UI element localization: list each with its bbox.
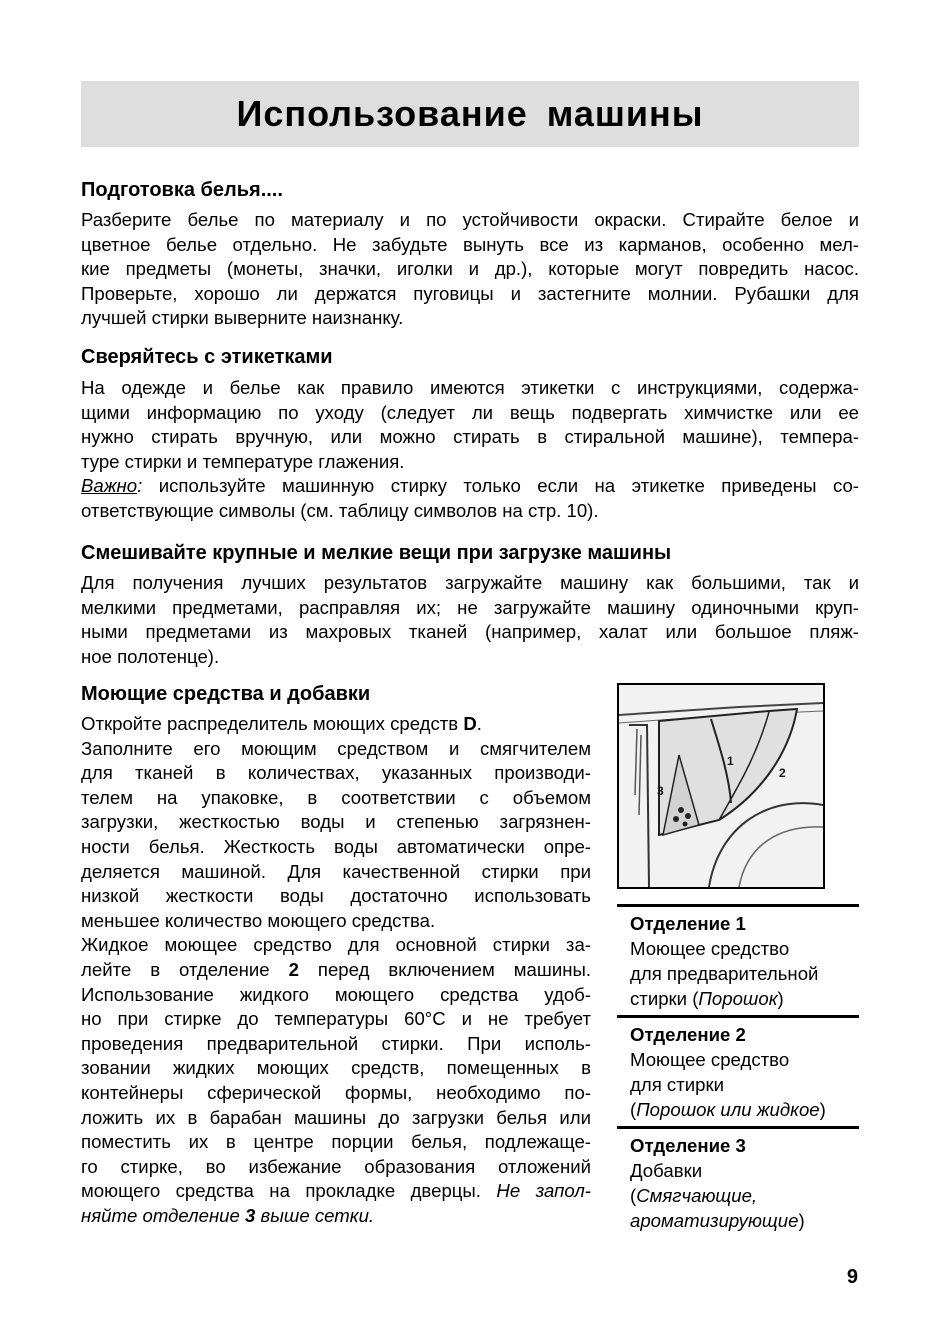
title-banner — [81, 81, 859, 147]
text-line: лучшей стирки выверните наизнанку. — [81, 307, 404, 329]
section-text-preparation — [81, 208, 859, 331]
compartment-number: 2 — [288, 958, 299, 980]
text-line — [81, 1179, 591, 1204]
text-line: поместить их в центре порции белья, подлежаще- — [81, 1131, 591, 1153]
text-line: контейнеры сферической формы, необходимо по- — [81, 1081, 591, 1103]
important-text: используйте машинную стирку только если на этикетке приведены со- — [142, 475, 859, 497]
compartment-label-1: 1 — [727, 754, 734, 768]
legend-item-compartment-2 — [617, 1015, 859, 1126]
text-line — [81, 712, 591, 737]
text-part: Откройте распределитель моющих средств — [81, 713, 464, 734]
legend-line — [630, 1183, 859, 1208]
text-line: телем на упаковке, в соответствии с объемом — [81, 786, 591, 808]
section-text-mixing — [81, 571, 859, 669]
text-line: мелкими предметами, расправляя их; не загружайте машину одиночными круп- — [81, 596, 859, 618]
legend-line: для стирки — [630, 1074, 724, 1095]
dispenser-drawing — [619, 685, 823, 887]
compartment-label-2: 2 — [779, 766, 786, 780]
text-line: Использование жидкого моющего средства удоб- — [81, 983, 591, 1005]
legend-item-compartment-1 — [617, 904, 859, 1015]
legend-line — [630, 986, 859, 1011]
legend-line — [630, 1097, 859, 1122]
text-line: нужно стирать вручную, или можно стирать в стиральной машине), темпера- — [81, 426, 859, 448]
text-part: . — [476, 713, 482, 734]
legend-line: Моющее средство — [630, 938, 790, 959]
text-line: загрузки, жесткостью воды и степенью загрязнен- — [81, 811, 591, 833]
text-line: го стирке, во избежание образования отложений — [81, 1155, 591, 1177]
important-colon: : — [137, 475, 143, 497]
compartment-legend — [617, 904, 859, 1237]
section-heading-preparation: Подготовка белья.... — [81, 179, 283, 201]
compartment-label-3: 3 — [657, 784, 664, 798]
section-heading-labels: Сверяйтесь с этикетками — [81, 346, 333, 368]
text-line: низкой жесткости воды достаточно использовать — [81, 885, 591, 907]
text-line: Проверьте, хорошо ли держатся пуговицы и застегните молнии. Рубашки для — [81, 282, 859, 304]
legend-line — [630, 1208, 859, 1233]
section-heading-mixing: Смешивайте крупные и мелкие вещи при загрузке машины — [81, 542, 672, 564]
legend-line: для предварительной — [630, 963, 819, 984]
legend-line: Моющее средство — [630, 1049, 790, 1070]
text-part: Смягчающие, — [636, 1185, 758, 1206]
section-text-labels — [81, 376, 859, 524]
text-line: меньшее количество моющего средства. — [81, 909, 436, 931]
compartment-number: 3 — [245, 1204, 256, 1226]
text-line: На одежде и белье как правило имеются этикетки с инструкциями, содержа- — [81, 377, 859, 398]
text-line: щими информацию по уходу (следует ли вещь подвергать химчистке или ее — [81, 401, 859, 423]
text-line: кие предметы (монеты, значки, иголки и др.), которые могут повредить насос. — [81, 258, 859, 280]
legend-line: Добавки — [630, 1160, 703, 1181]
text-line: но при стирке до температуры 60°C и не требует — [81, 1008, 591, 1030]
text-line: Заполните его моющим средством и смягчителем — [81, 737, 591, 759]
text-line: Разберите белье по материалу и по устойчивости окраски. Стирайте белое и — [81, 209, 859, 230]
important-label: Важно — [81, 475, 138, 497]
text-line: Для получения лучших результатов загружайте машину как большими, так и — [81, 572, 859, 593]
dispenser-illustration — [617, 683, 825, 889]
text-line: туре стирки и температуре глажения. — [81, 450, 405, 472]
page-title: Использование машины — [236, 93, 704, 134]
text-part: ароматизирующие — [630, 1210, 799, 1231]
text-line: ности белья. Жесткость воды автоматически опре- — [81, 835, 591, 857]
text-line: Жидкое моющее средство для основной стирки за- — [81, 934, 591, 956]
text-line: деляется машиной. Для качественной стирки при — [81, 860, 591, 882]
dispenser-letter: D — [463, 713, 477, 734]
section-text-detergents — [81, 712, 591, 1228]
warning-line — [81, 1204, 591, 1229]
text-part: лейте в отделение — [81, 958, 289, 980]
important-note-line — [81, 474, 859, 499]
section-heading-detergents: Моющие средства и добавки — [81, 683, 371, 705]
legend-title: Отделение 1 — [630, 913, 746, 934]
text-line: ное полотенце). — [81, 645, 220, 667]
text-line: ответствующие символы (см. таблицу символов на стр. 10). — [81, 499, 599, 521]
text-part: ) — [819, 1099, 826, 1120]
text-part: ( — [630, 1185, 637, 1206]
warning-text: Не запол- — [496, 1180, 591, 1202]
text-line — [81, 958, 591, 983]
text-line: цветное белье отдельно. Не забудьте вынуть все из карманов, особенно мел- — [81, 233, 859, 255]
text-part: Порошок — [698, 988, 778, 1009]
text-part: выше сетки. — [255, 1204, 375, 1226]
text-part: ( — [630, 1099, 637, 1120]
legend-item-compartment-3 — [617, 1126, 859, 1237]
text-line: зовании жидких моющих средств, помещенных в — [81, 1057, 591, 1079]
text-part: няйте отделение — [81, 1204, 246, 1226]
text-line: проведения предварительной стирки. При исполь- — [81, 1032, 591, 1054]
text-part: моющего средства на прокладке дверцы. — [81, 1180, 497, 1202]
legend-title: Отделение 2 — [630, 1024, 746, 1045]
text-part: стирки ( — [630, 988, 699, 1009]
legend-title: Отделение 3 — [630, 1135, 746, 1156]
page-number: 9 — [846, 1266, 858, 1288]
text-part: ) — [777, 988, 784, 1009]
text-part: ) — [798, 1210, 805, 1231]
text-line: для тканей в количествах, указанных производи- — [81, 762, 591, 784]
text-part: Порошок или жидкое — [636, 1099, 820, 1120]
text-line: ными предметами из махровых тканей (например, халат или большое пляж- — [81, 621, 859, 643]
text-line: ложить их в барабан машины до загрузки белья или — [81, 1106, 591, 1128]
text-part: перед включением машины. — [298, 958, 591, 980]
